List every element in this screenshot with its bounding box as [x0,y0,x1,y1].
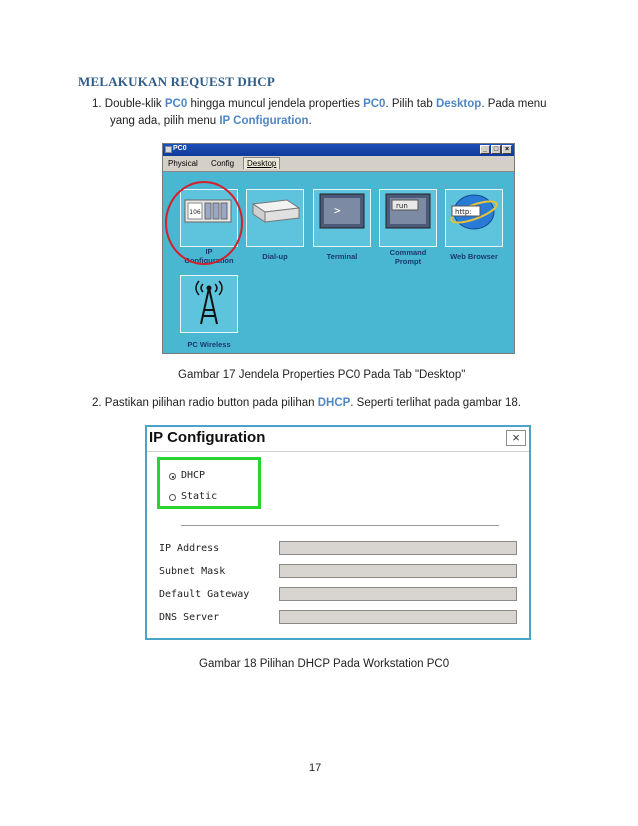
dial-up-tile[interactable] [246,189,304,247]
subnet-mask-label: Subnet Mask [159,566,226,577]
web-browser-tile[interactable] [445,189,503,247]
section-heading: MELAKUKAN REQUEST DHCP [78,74,276,89]
dns-server-field[interactable] [279,610,517,624]
step-text: hingga muncul jendela properties [187,98,364,110]
command-prompt-tile[interactable] [379,189,437,247]
step-text: . Seperti terlihat pada gambar 18. [350,397,521,409]
ip-configuration-window-screenshot [145,425,531,640]
step-text: . Pada menu [481,98,547,110]
close-icon[interactable]: × [506,430,526,446]
default-gateway-field[interactable] [279,587,517,601]
default-gateway-label: Default Gateway [159,589,250,600]
highlight-pc0: PC0 [363,98,386,110]
page-number: 17 [309,762,322,774]
tab-config[interactable]: Config [211,159,235,168]
web-browser-label: Web Browser [450,252,498,261]
terminal-tile[interactable] [313,189,371,247]
dhcp-option-label: DHCP [181,470,206,481]
step-text: . [308,115,312,127]
step-text: yang ada, pilih menu [110,115,220,127]
dhcp-radio[interactable] [169,473,176,480]
tile-label-line: Prompt [394,257,422,266]
step-2-line [92,395,521,412]
minimize-icon[interactable]: _ [480,145,490,154]
step-1-line-1 [92,96,547,113]
window-titlebar [163,144,514,156]
step-number: 1. [92,98,102,110]
ip-config-title: IP Configuration [149,429,266,446]
maximize-icon[interactable]: □ [491,145,501,154]
ip-config-titlebar [147,427,529,452]
http-text: http: [455,208,472,216]
tile-label-line: Command [389,248,427,257]
tab-physical[interactable]: Physical [168,159,198,168]
pc0-window-screenshot [162,143,515,354]
static-option-label: Static [181,491,218,502]
pc-icon [165,146,172,153]
highlight-dhcp: DHCP [317,397,351,409]
step-1-line-2 [110,113,312,130]
terminal-label: Terminal [326,252,358,261]
run-text: run [396,202,408,210]
dial-up-label: Dial-up [262,252,288,261]
highlight-pc0: PC0 [164,98,188,110]
close-icon[interactable]: × [502,145,512,154]
figure-18-caption: Gambar 18 Pilihan DHCP Pada Workstation PC0 [199,658,450,670]
subnet-mask-field[interactable] [279,564,517,578]
window-title: PC0 [173,145,187,152]
ip-address-label: IP Address [159,543,220,554]
step-number: 2. [92,397,102,409]
static-radio[interactable] [169,494,176,501]
pc-wireless-tile[interactable] [180,275,238,333]
modem-icon [247,190,303,246]
web-browser-icon [446,190,502,246]
terminal-prompt-symbol: > [334,204,341,217]
ip-address-field[interactable] [279,541,517,555]
step-text: Pastikan pilihan radio button pada pilihan [104,397,318,409]
highlight-circle [165,181,243,265]
pc-wireless-label: PC Wireless [187,340,231,349]
highlight-desktop: Desktop [435,98,482,110]
command-prompt-icon [380,190,436,246]
dns-server-label: DNS Server [159,612,220,623]
separator-line [181,525,499,526]
tab-desktop[interactable]: Desktop [243,157,280,169]
tile-label-line: IP [205,247,213,256]
highlight-ip-configuration: IP Configuration [219,115,309,127]
step-text: Double-klik [104,98,165,110]
ip-config-display-text: 106 [189,209,201,216]
terminal-icon [314,190,370,246]
figure-17-caption: Gambar 17 Jendela Properties PC0 Pada Tab "Desktop" [178,369,466,381]
tile-label-line: Configuration [184,256,234,265]
step-text: . Pilih tab [385,98,436,110]
wireless-antenna-icon [181,276,237,332]
tab-bar [163,156,514,172]
